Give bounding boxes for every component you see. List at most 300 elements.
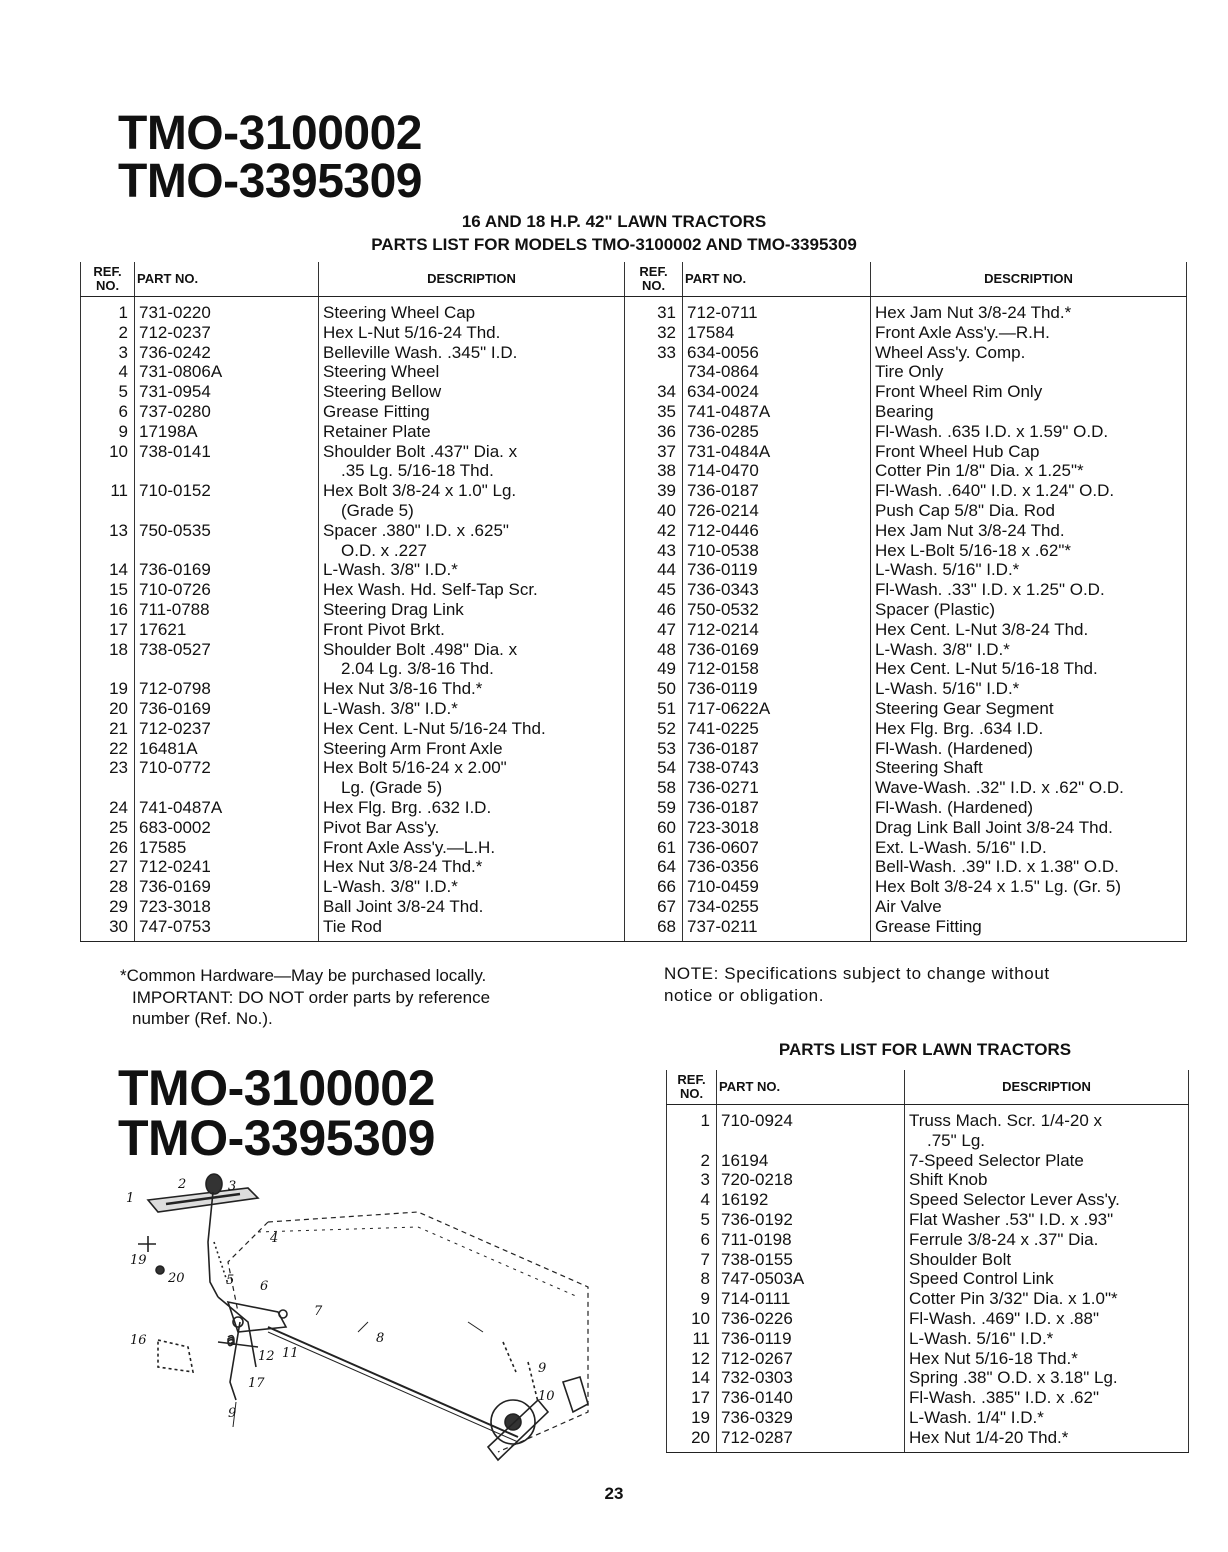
callout-11: 11 bbox=[282, 1346, 299, 1361]
description-cell: Push Cap 5/8" Dia. Rod bbox=[871, 501, 1187, 521]
part-no-cell: 736-0119 bbox=[683, 679, 871, 699]
description-cell: L-Wash. 3/8" I.D.* bbox=[319, 560, 625, 580]
part-no-cell: 736-0271 bbox=[683, 778, 871, 798]
description-cell: Hex Bolt 3/8-24 x 1.5" Lg. (Gr. 5) bbox=[871, 877, 1187, 897]
table-row bbox=[667, 1190, 1189, 1210]
description-cell: Steering Drag Link bbox=[319, 600, 625, 620]
ref-no-cell: 54 bbox=[625, 758, 683, 778]
description-cell: .35 Lg. 5/16-18 Thd. bbox=[319, 461, 625, 481]
table-row bbox=[81, 382, 1187, 402]
ref-no-cell: 3 bbox=[81, 343, 135, 363]
description-cell: Grease Fitting bbox=[871, 917, 1187, 941]
part-no-cell: 714-0111 bbox=[717, 1289, 905, 1309]
part-no-cell: 747-0503A bbox=[717, 1269, 905, 1289]
callout-16: 16 bbox=[130, 1333, 147, 1348]
description-cell: Spacer (Plastic) bbox=[871, 600, 1187, 620]
description-cell: L-Wash. 3/8" I.D.* bbox=[319, 877, 625, 897]
part-no-cell: 712-0237 bbox=[135, 719, 319, 739]
ref-no-cell: 46 bbox=[625, 600, 683, 620]
table-row bbox=[81, 838, 1187, 858]
part-no-cell: 710-0772 bbox=[135, 758, 319, 778]
ref-no-cell: 36 bbox=[625, 422, 683, 442]
ref-no-cell: 67 bbox=[625, 897, 683, 917]
ref-no-cell: 44 bbox=[625, 560, 683, 580]
description-cell: Shoulder Bolt bbox=[905, 1250, 1189, 1270]
part-no-cell: 736-0119 bbox=[683, 560, 871, 580]
part-no-cell: 738-0743 bbox=[683, 758, 871, 778]
part-no-cell: 710-0538 bbox=[683, 541, 871, 561]
ref-no-cell: 1 bbox=[81, 297, 135, 323]
description-cell: Fl-Wash. .385" I.D. x .62" bbox=[905, 1388, 1189, 1408]
part-no-cell: 712-0267 bbox=[717, 1349, 905, 1369]
ref-no-cell: 23 bbox=[81, 758, 135, 778]
ref-no-cell: 19 bbox=[667, 1408, 717, 1428]
description-cell: Hex L-Bolt 5/16-18 x .62"* bbox=[871, 541, 1187, 561]
part-no-cell bbox=[135, 778, 319, 798]
ref-no-cell: 58 bbox=[625, 778, 683, 798]
header-ref-no-2: REF. NO. bbox=[625, 262, 683, 297]
part-no-cell: 738-0155 bbox=[717, 1250, 905, 1270]
description-cell: Tie Rod bbox=[319, 917, 625, 941]
description-cell: Ball Joint 3/8-24 Thd. bbox=[319, 897, 625, 917]
description-cell: Steering Gear Segment bbox=[871, 699, 1187, 719]
description-cell: L-Wash. 3/8" I.D.* bbox=[871, 640, 1187, 660]
description-cell: Speed Selector Lever Ass'y. bbox=[905, 1190, 1189, 1210]
part-no-cell: 714-0470 bbox=[683, 461, 871, 481]
part-no-cell: 750-0532 bbox=[683, 600, 871, 620]
part-no-cell: 736-0356 bbox=[683, 857, 871, 877]
description-cell: Hex Cent. L-Nut 5/16-18 Thd. bbox=[871, 659, 1187, 679]
part-no-cell: 741-0487A bbox=[135, 798, 319, 818]
part-no-cell: 711-0198 bbox=[717, 1230, 905, 1250]
part-no-cell: 712-0237 bbox=[135, 323, 319, 343]
ref-no-cell: 47 bbox=[625, 620, 683, 640]
ref-no-cell bbox=[667, 1131, 717, 1151]
table-row bbox=[81, 699, 1187, 719]
callout-1: 1 bbox=[126, 1191, 135, 1206]
description-cell: Hex Jam Nut 3/8-24 Thd.* bbox=[871, 297, 1187, 323]
header-part-no: PART NO. bbox=[135, 262, 319, 297]
description-cell: Front Wheel Rim Only bbox=[871, 382, 1187, 402]
description-cell: Wave-Wash. .32" I.D. x .62" O.D. bbox=[871, 778, 1187, 798]
part-no-cell: 634-0056 bbox=[683, 343, 871, 363]
description-cell: Steering Arm Front Axle bbox=[319, 739, 625, 759]
part-no-cell: 731-0484A bbox=[683, 442, 871, 462]
description-cell: Fl-Wash. (Hardened) bbox=[871, 739, 1187, 759]
table-row bbox=[667, 1289, 1189, 1309]
description-cell: Hex Nut 5/16-18 Thd.* bbox=[905, 1349, 1189, 1369]
ref-no-cell: 60 bbox=[625, 818, 683, 838]
part-no-cell: 736-0140 bbox=[717, 1388, 905, 1408]
table-row bbox=[81, 758, 1187, 778]
small-header-part-no: PART NO. bbox=[717, 1070, 905, 1105]
description-cell: Shift Knob bbox=[905, 1170, 1189, 1190]
description-cell: Pivot Bar Ass'y. bbox=[319, 818, 625, 838]
ref-no-cell: 49 bbox=[625, 659, 683, 679]
description-cell: Fl-Wash. .33" I.D. x 1.25" O.D. bbox=[871, 580, 1187, 600]
ref-no-cell: 9 bbox=[81, 422, 135, 442]
part-no-cell: 747-0753 bbox=[135, 917, 319, 941]
part-no-cell: 720-0218 bbox=[717, 1170, 905, 1190]
part-no-cell bbox=[135, 501, 319, 521]
subtitle-parts-list: PARTS LIST FOR MODELS TMO-3100002 AND TMO-3395309 bbox=[371, 235, 857, 254]
description-cell: L-Wash. 3/8" I.D.* bbox=[319, 699, 625, 719]
ref-no-cell: 53 bbox=[625, 739, 683, 759]
callout-3: 3 bbox=[228, 1179, 237, 1194]
ref-no-cell: 24 bbox=[81, 798, 135, 818]
part-no-cell: 736-0187 bbox=[683, 481, 871, 501]
description-cell: Fl-Wash. .640" I.D. x 1.24" O.D. bbox=[871, 481, 1187, 501]
part-no-cell: 738-0141 bbox=[135, 442, 319, 462]
part-no-cell: 738-0527 bbox=[135, 640, 319, 660]
description-cell: Hex Wash. Hd. Self-Tap Scr. bbox=[319, 580, 625, 600]
ref-no-cell bbox=[81, 541, 135, 561]
ref-no-cell: 15 bbox=[81, 580, 135, 600]
table-row bbox=[81, 402, 1187, 422]
description-cell: Front Wheel Hub Cap bbox=[871, 442, 1187, 462]
ref-no-cell: 5 bbox=[81, 382, 135, 402]
part-no-cell bbox=[135, 541, 319, 561]
diagram-callouts bbox=[126, 1177, 555, 1421]
table-row bbox=[667, 1309, 1189, 1329]
callout-5: 5 bbox=[226, 1273, 235, 1288]
part-no-cell: 711-0788 bbox=[135, 600, 319, 620]
ref-no-cell: 6 bbox=[81, 402, 135, 422]
part-no-cell: 723-3018 bbox=[135, 897, 319, 917]
ref-no-cell bbox=[81, 659, 135, 679]
ref-no-cell: 50 bbox=[625, 679, 683, 699]
description-cell: Speed Control Link bbox=[905, 1269, 1189, 1289]
ref-no-cell: 33 bbox=[625, 343, 683, 363]
table-row bbox=[81, 640, 1187, 660]
model-title-1: TMO-3100002 bbox=[118, 107, 422, 160]
description-cell: (Grade 5) bbox=[319, 501, 625, 521]
table-row bbox=[667, 1151, 1189, 1171]
table-row bbox=[667, 1349, 1189, 1369]
description-cell: Belleville Wash. .345" I.D. bbox=[319, 343, 625, 363]
table-row bbox=[81, 798, 1187, 818]
description-cell: Ext. L-Wash. 5/16" I.D. bbox=[871, 838, 1187, 858]
description-cell: Hex Flg. Brg. .634 I.D. bbox=[871, 719, 1187, 739]
part-no-cell: 712-0214 bbox=[683, 620, 871, 640]
part-no-cell: 736-0169 bbox=[135, 877, 319, 897]
part-no-cell: 17584 bbox=[683, 323, 871, 343]
part-no-cell: 712-0798 bbox=[135, 679, 319, 699]
table-row bbox=[81, 719, 1187, 739]
description-cell: Steering Wheel bbox=[319, 362, 625, 382]
ref-no-cell bbox=[81, 778, 135, 798]
note-specifications-2: notice or obligation. bbox=[664, 985, 825, 1005]
ref-no-cell: 31 bbox=[625, 297, 683, 323]
description-cell: L-Wash. 5/16" I.D.* bbox=[871, 679, 1187, 699]
part-no-cell: 17585 bbox=[135, 838, 319, 858]
description-cell: Spacer .380" I.D. x .625" bbox=[319, 521, 625, 541]
table-row bbox=[81, 297, 1187, 323]
part-no-cell: 731-0220 bbox=[135, 297, 319, 323]
table-row bbox=[667, 1131, 1189, 1151]
description-cell: Hex Bolt 3/8-24 x 1.0" Lg. bbox=[319, 481, 625, 501]
ref-no-cell: 8 bbox=[667, 1269, 717, 1289]
callout-2: 2 bbox=[178, 1177, 187, 1192]
callout-9a: 9 bbox=[228, 1406, 237, 1421]
note-important-2: number (Ref. No.). bbox=[132, 1009, 273, 1028]
ref-no-cell: 17 bbox=[81, 620, 135, 640]
description-cell: Hex Nut 3/8-24 Thd.* bbox=[319, 857, 625, 877]
ref-no-cell: 38 bbox=[625, 461, 683, 481]
description-cell: Shoulder Bolt .437" Dia. x bbox=[319, 442, 625, 462]
ref-no-cell: 6 bbox=[667, 1230, 717, 1250]
section2-model-title-1: TMO-3100002 bbox=[118, 1060, 435, 1116]
ref-no-cell: 1 bbox=[667, 1105, 717, 1131]
table-row bbox=[667, 1105, 1189, 1131]
part-no-cell: 726-0214 bbox=[683, 501, 871, 521]
description-cell: Tire Only bbox=[871, 362, 1187, 382]
description-cell: Bearing bbox=[871, 402, 1187, 422]
description-cell: Steering Wheel Cap bbox=[319, 297, 625, 323]
ref-no-cell: 64 bbox=[625, 857, 683, 877]
part-no-cell: 736-0285 bbox=[683, 422, 871, 442]
ref-no-cell: 2 bbox=[81, 323, 135, 343]
table-row bbox=[81, 620, 1187, 640]
ref-no-cell: 5 bbox=[667, 1210, 717, 1230]
callout-9b: 9 bbox=[538, 1361, 547, 1376]
table-row bbox=[81, 541, 1187, 561]
description-cell: Steering Shaft bbox=[871, 758, 1187, 778]
table-row bbox=[81, 343, 1187, 363]
speed-selector-exploded-diagram bbox=[118, 1172, 608, 1472]
ref-no-cell: 4 bbox=[81, 362, 135, 382]
description-cell: Truss Mach. Scr. 1/4-20 x bbox=[905, 1105, 1189, 1131]
callout-6: 6 bbox=[260, 1279, 269, 1294]
ref-no-cell: 66 bbox=[625, 877, 683, 897]
part-no-cell: 736-0169 bbox=[135, 560, 319, 580]
description-cell: Spring .38" O.D. x 3.18" Lg. bbox=[905, 1368, 1189, 1388]
part-no-cell: 712-0241 bbox=[135, 857, 319, 877]
description-cell: L-Wash. 5/16" I.D.* bbox=[871, 560, 1187, 580]
description-cell: 2.04 Lg. 3/8-16 Thd. bbox=[319, 659, 625, 679]
table-row bbox=[81, 323, 1187, 343]
header-description-2: DESCRIPTION bbox=[871, 262, 1187, 297]
ref-no-cell: 13 bbox=[81, 521, 135, 541]
diagram-linework bbox=[138, 1174, 588, 1460]
description-cell: Cotter Pin 1/8" Dia. x 1.25"* bbox=[871, 461, 1187, 481]
description-cell: 7-Speed Selector Plate bbox=[905, 1151, 1189, 1171]
description-cell: Hex Nut 1/4-20 Thd.* bbox=[905, 1428, 1189, 1452]
ref-no-cell: 59 bbox=[625, 798, 683, 818]
part-no-cell: 712-0158 bbox=[683, 659, 871, 679]
note-common-hardware: *Common Hardware—May be purchased locally. bbox=[120, 966, 487, 985]
description-cell: Hex L-Nut 5/16-24 Thd. bbox=[319, 323, 625, 343]
ref-no-cell: 40 bbox=[625, 501, 683, 521]
part-no-cell: 736-0119 bbox=[717, 1329, 905, 1349]
description-cell: Hex Flg. Brg. .632 I.D. bbox=[319, 798, 625, 818]
section2-model-title-2: TMO-3395309 bbox=[118, 1110, 435, 1166]
part-no-cell: 736-0187 bbox=[683, 739, 871, 759]
ref-no-cell: 7 bbox=[667, 1250, 717, 1270]
ref-no-cell bbox=[625, 362, 683, 382]
part-no-cell: 750-0535 bbox=[135, 521, 319, 541]
callout-20: 20 bbox=[168, 1271, 185, 1286]
description-cell: .75" Lg. bbox=[905, 1131, 1189, 1151]
table-row bbox=[81, 580, 1187, 600]
callout-10: 10 bbox=[538, 1389, 555, 1404]
description-cell: Retainer Plate bbox=[319, 422, 625, 442]
ref-no-cell: 29 bbox=[81, 897, 135, 917]
ref-no-cell: 39 bbox=[625, 481, 683, 501]
part-no-cell: 16481A bbox=[135, 739, 319, 759]
small-table-body bbox=[667, 1105, 1189, 1453]
table-row bbox=[81, 897, 1187, 917]
part-no-cell: 712-0446 bbox=[683, 521, 871, 541]
description-cell: Fl-Wash. .635 I.D. x 1.59" O.D. bbox=[871, 422, 1187, 442]
part-no-cell: 736-0169 bbox=[135, 699, 319, 719]
part-no-cell: 736-0329 bbox=[717, 1408, 905, 1428]
description-cell: Shoulder Bolt .498" Dia. x bbox=[319, 640, 625, 660]
ref-no-cell: 25 bbox=[81, 818, 135, 838]
main-table-header-row bbox=[81, 262, 1187, 297]
ref-no-cell: 26 bbox=[81, 838, 135, 858]
table-row bbox=[81, 560, 1187, 580]
callout-12: 12 bbox=[258, 1349, 275, 1364]
description-cell: Hex Nut 3/8-16 Thd.* bbox=[319, 679, 625, 699]
ref-no-cell: 14 bbox=[667, 1368, 717, 1388]
description-cell: Front Axle Ass'y.—R.H. bbox=[871, 323, 1187, 343]
ref-no-cell: 48 bbox=[625, 640, 683, 660]
description-cell: Hex Jam Nut 3/8-24 Thd. bbox=[871, 521, 1187, 541]
lawn-tractor-parts-table bbox=[666, 1070, 1189, 1453]
ref-no-cell: 35 bbox=[625, 402, 683, 422]
table-row bbox=[81, 659, 1187, 679]
description-cell: Hex Bolt 5/16-24 x 2.00" bbox=[319, 758, 625, 778]
part-no-cell: 710-0152 bbox=[135, 481, 319, 501]
part-no-cell: 710-0726 bbox=[135, 580, 319, 600]
table-row bbox=[81, 461, 1187, 481]
ref-no-cell: 18 bbox=[81, 640, 135, 660]
part-no-cell: 731-0954 bbox=[135, 382, 319, 402]
small-header-description: DESCRIPTION bbox=[905, 1070, 1189, 1105]
part-no-cell: 736-0192 bbox=[717, 1210, 905, 1230]
table-row bbox=[667, 1230, 1189, 1250]
part-no-cell: 16192 bbox=[717, 1190, 905, 1210]
table-row bbox=[81, 877, 1187, 897]
ref-no-cell: 11 bbox=[667, 1329, 717, 1349]
table-row bbox=[667, 1368, 1189, 1388]
part-no-cell bbox=[135, 659, 319, 679]
part-no-cell: 736-0607 bbox=[683, 838, 871, 858]
ref-no-cell: 28 bbox=[81, 877, 135, 897]
header-description: DESCRIPTION bbox=[319, 262, 625, 297]
ref-no-cell: 2 bbox=[667, 1151, 717, 1171]
table-row bbox=[81, 442, 1187, 462]
ref-no-cell: 9 bbox=[667, 1289, 717, 1309]
model-title-2: TMO-3395309 bbox=[118, 155, 422, 208]
callout-19: 19 bbox=[130, 1253, 147, 1268]
part-no-cell: 16194 bbox=[717, 1151, 905, 1171]
ref-no-cell: 30 bbox=[81, 917, 135, 941]
description-cell: O.D. x .227 bbox=[319, 541, 625, 561]
description-cell: Grease Fitting bbox=[319, 402, 625, 422]
description-cell: Front Pivot Brkt. bbox=[319, 620, 625, 640]
table-row bbox=[81, 422, 1187, 442]
note-specifications-1: NOTE: Specifications subject to change without bbox=[664, 964, 1050, 983]
part-no-cell: 634-0024 bbox=[683, 382, 871, 402]
part-no-cell bbox=[717, 1131, 905, 1151]
description-cell: Air Valve bbox=[871, 897, 1187, 917]
description-cell: Flat Washer .53" I.D. x .93" bbox=[905, 1210, 1189, 1230]
ref-no-cell: 45 bbox=[625, 580, 683, 600]
description-cell: Front Axle Ass'y.—L.H. bbox=[319, 838, 625, 858]
ref-no-cell: 27 bbox=[81, 857, 135, 877]
table-row bbox=[667, 1408, 1189, 1428]
note-specifications-block bbox=[664, 963, 1050, 1006]
ref-no-cell: 4 bbox=[667, 1190, 717, 1210]
part-no-cell: 712-0711 bbox=[683, 297, 871, 323]
description-cell: Lg. (Grade 5) bbox=[319, 778, 625, 798]
part-no-cell: 723-3018 bbox=[683, 818, 871, 838]
ref-no-cell: 12 bbox=[667, 1349, 717, 1369]
part-no-cell: 734-0864 bbox=[683, 362, 871, 382]
description-cell: Steering Bellow bbox=[319, 382, 625, 402]
table-row bbox=[667, 1269, 1189, 1289]
part-no-cell: 710-0924 bbox=[717, 1105, 905, 1131]
description-cell: Wheel Ass'y. Comp. bbox=[871, 343, 1187, 363]
part-no-cell: 737-0211 bbox=[683, 917, 871, 941]
table-row bbox=[81, 917, 1187, 941]
ref-no-cell: 32 bbox=[625, 323, 683, 343]
part-no-cell bbox=[135, 461, 319, 481]
part-no-cell: 732-0303 bbox=[717, 1368, 905, 1388]
ref-no-cell bbox=[81, 501, 135, 521]
ref-no-cell: 51 bbox=[625, 699, 683, 719]
header-part-no-2: PART NO. bbox=[683, 262, 871, 297]
ref-no-cell: 3 bbox=[667, 1170, 717, 1190]
part-no-cell: 17621 bbox=[135, 620, 319, 640]
part-no-cell: 737-0280 bbox=[135, 402, 319, 422]
table-row bbox=[81, 778, 1187, 798]
small-header-ref-no: REF. NO. bbox=[667, 1070, 717, 1105]
callout-4: 4 bbox=[270, 1231, 279, 1246]
part-no-cell: 736-0242 bbox=[135, 343, 319, 363]
ref-no-cell: 10 bbox=[667, 1309, 717, 1329]
table-row bbox=[81, 600, 1187, 620]
description-cell: Fl-Wash. .469" I.D. x .88" bbox=[905, 1309, 1189, 1329]
table-row bbox=[667, 1428, 1189, 1452]
table-row bbox=[81, 739, 1187, 759]
section2-table-title: PARTS LIST FOR LAWN TRACTORS bbox=[778, 1040, 1072, 1059]
table-row bbox=[81, 857, 1187, 877]
ref-no-cell: 10 bbox=[81, 442, 135, 462]
ref-no-cell: 34 bbox=[625, 382, 683, 402]
small-table-header-row bbox=[667, 1070, 1189, 1105]
ref-no-cell bbox=[81, 461, 135, 481]
callout-8: 8 bbox=[376, 1331, 385, 1346]
page-number: 23 bbox=[604, 1484, 624, 1503]
part-no-cell: 736-0187 bbox=[683, 798, 871, 818]
table-row bbox=[81, 362, 1187, 382]
ref-no-cell: 19 bbox=[81, 679, 135, 699]
table-row bbox=[81, 481, 1187, 501]
ref-no-cell: 11 bbox=[81, 481, 135, 501]
main-parts-table bbox=[80, 262, 1187, 942]
description-cell: Cotter Pin 3/32" Dia. x 1.0"* bbox=[905, 1289, 1189, 1309]
note-common-hardware-block bbox=[120, 965, 490, 1030]
part-no-cell: 734-0255 bbox=[683, 897, 871, 917]
note-important-1: IMPORTANT: DO NOT order parts by reference bbox=[132, 987, 491, 1007]
part-no-cell: 741-0487A bbox=[683, 402, 871, 422]
callout-17: 17 bbox=[248, 1376, 265, 1391]
ref-no-cell: 52 bbox=[625, 719, 683, 739]
header-ref-no: REF. NO. bbox=[81, 262, 135, 297]
